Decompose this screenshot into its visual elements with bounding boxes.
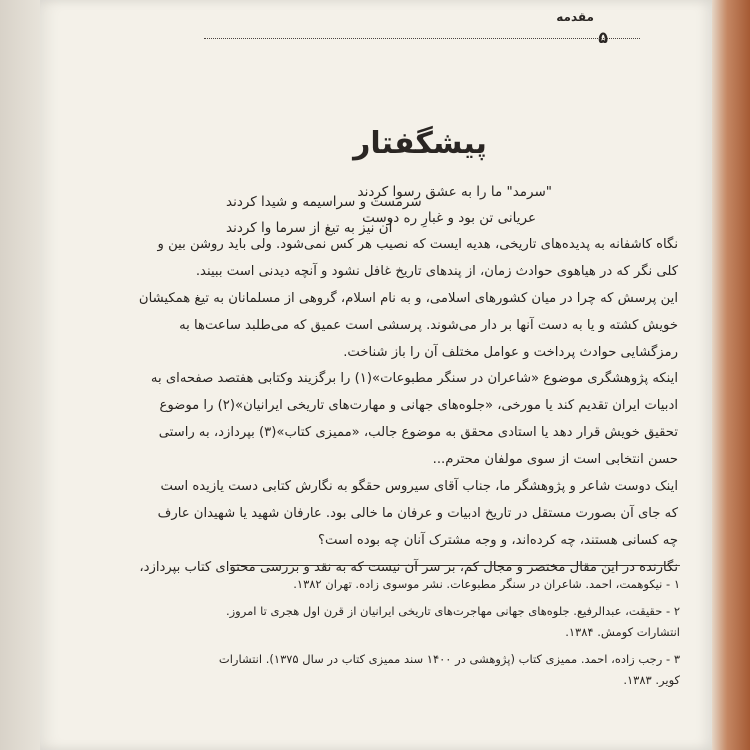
- footnote-2: ۲ - حقیقت، عبدالرفیع. جلوه‌های جهانی مهاجرت‌های تاریخی ایرانیان از قرن اول هجری تا امروز.: [225, 604, 680, 618]
- body-line: نگارنده در این مقال مختصر و مجال کم، بر سر آن نیست که به نقد و بررسی محتوای کتاب بپردازد،: [139, 559, 678, 575]
- page-number: ۵: [598, 28, 608, 47]
- body-line: اینکه پژوهشگری موضوع «شاعران در سنگر مطبوعات»(۱) را برگزیند وکتابی هفتصد صفحه‌ای به: [150, 371, 678, 387]
- body-line: چه کسانی هستند، چه کرده‌اند، و وجه مشترک آنان چه بوده است؟: [317, 532, 678, 548]
- footnote-1: ۱ - نیکوهمت، احمد. شاعران در سنگر مطبوعات. نشر موسوی زاده. تهران ۱۳۸۲.: [293, 577, 680, 591]
- body-line: اینک دوست شاعر و پژوهشگر ما، جناب آقای سیروس حقگو به نگارش کتابی دست یازیده است: [160, 479, 678, 495]
- chapter-title: پیشگفتار: [353, 126, 487, 161]
- footnote-2-continued: انتشارات کومش. ۱۳۸۴.: [565, 625, 680, 639]
- footnotes: [218, 574, 680, 691]
- body-line: رمزگشایی حوادث پرداخت و عوامل مختلف آن را باز شناخت.: [343, 344, 678, 360]
- book-cover-edge: [712, 0, 750, 750]
- footnote-separator: [230, 565, 680, 566]
- footnote-3: ۳ - رجب زاده، احمد. ممیزی کتاب (پژوهشی در ۱۴۰۰ سند ممیزی کتاب در سال ۱۳۷۵). انتشارات: [218, 652, 680, 666]
- body-line: که جای آن بصورت مستقل در تاریخ ادبیات و عرفان ما خالی بود. عارفان شهید یا شهیدان عارف: [157, 505, 678, 521]
- running-header-title: مقدمه: [556, 10, 594, 24]
- body-line: تحقیق خویش قرار دهد یا استادی محقق به موضوع جالب، «ممیزی کتاب»(۳) بپردازد، به راستی: [158, 425, 678, 441]
- body-line: حسن انتخابی است از سوی مولفان محترم...: [432, 452, 678, 468]
- epigraph-verse-1-left: سرمست و سراسیمه و شیدا کردند: [226, 194, 422, 210]
- body-line: این پرسش که چرا در میان کشورهای اسلامی، و به نام اسلام، گروهی از مسلمانان به تیغ همکیشان: [138, 290, 678, 306]
- epigraph-verse-2-right: عریانی تن بود و غبارِ ره دوست: [362, 210, 536, 226]
- epigraph-verse-1-right: "سرمد" ما را به عشق رسوا کردند: [357, 184, 552, 200]
- body-line: کلی نگر که در هیاهوی حوادث زمان، از پندهای تاریخ غافل نشود و آنچه دیدنی است ببیند.: [195, 263, 678, 279]
- body-line: ادبیات ایران تقدیم کند یا مورخی، «جلوه‌های جهانی و مهارت‌های تاریخی ایرانیان»(۲) را موضوع: [159, 398, 678, 414]
- body-line: نگاه کاشفانه به پدیده‌های تاریخی، هدیه ایست که نصیب هر کس نمی‌شود. ولی باید روشن بین و: [157, 237, 678, 252]
- epigraph-verse-2-left: آن نیز به تیغ از سرما وا کردند: [226, 220, 393, 236]
- header-dotted-rule: [204, 38, 640, 39]
- body-line: خویش کشته و یا به دست آنها بر دار می‌شوند. پرسشی است عمیق که می‌طلبد ساعت‌ها به: [179, 317, 678, 333]
- book-page: [40, 0, 712, 750]
- footnote-3-continued: کویر. ۱۳۸۳.: [623, 673, 680, 687]
- body-text: [138, 232, 678, 582]
